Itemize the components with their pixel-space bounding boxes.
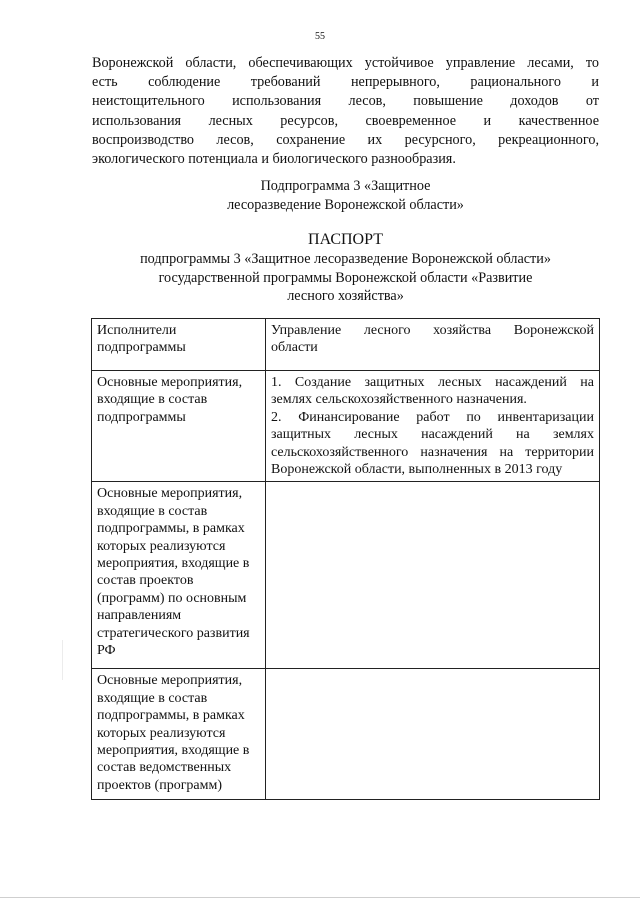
cell-line: Исполнители	[97, 323, 177, 338]
page-number: 55	[315, 31, 325, 42]
cell-line: подпрограммы, в рамках	[97, 521, 245, 537]
intro-line: воспроизводство лесов, сохранение их ресурсного, рекреационного,	[92, 131, 599, 148]
passport-title: ПАСПОРТ	[308, 231, 383, 248]
cell-line: защитных лесных насаждений на землях	[271, 427, 594, 443]
cell-line: мероприятия, входящие в	[97, 743, 250, 759]
cell-line: подпрограммы, в рамках	[97, 708, 245, 724]
cell-line: области	[271, 340, 318, 356]
cell-line: РФ	[97, 643, 116, 659]
cell-line: которых реализуются	[97, 725, 226, 741]
table-cell-departmental-projects-label	[92, 669, 266, 800]
cell-line: проектов (программ)	[97, 777, 223, 793]
cell-line: Воронежской области, выполненных в 2013 году	[271, 462, 563, 478]
subprogram-heading-line: лесоразведение Воронежской области»	[227, 196, 464, 213]
table-row	[92, 319, 600, 371]
intro-line: Воронежской области, обеспечивающих устойчивое управление лесами, то	[92, 55, 599, 71]
table-row	[92, 371, 600, 482]
cell-line: землях сельскохозяйственного назначения.	[271, 392, 527, 408]
cell-line: 1. Создание защитных лесных насаждений на	[271, 375, 594, 390]
cell-line: входящие в состав	[97, 392, 208, 408]
cell-line: подпрограммы	[97, 409, 186, 425]
passport-subtitle	[92, 250, 599, 306]
cell-line: подпрограммы	[97, 340, 186, 356]
cell-line: стратегического развития	[97, 625, 250, 641]
table-cell-departmental-projects-value	[266, 669, 600, 800]
table-cell-executors-label	[92, 319, 266, 371]
cell-line: Основные мероприятия,	[97, 673, 243, 689]
subprogram-heading-line: Подпрограмма 3 «Защитное	[260, 178, 431, 194]
intro-line: использования лесных ресурсов, своевременное и качественное	[92, 112, 599, 129]
table-row	[92, 669, 600, 800]
scan-bottom-edge	[0, 897, 640, 898]
intro-line: неистощительного использования лесов, повышение доходов от	[92, 93, 599, 110]
passport-subtitle-line: государственной программы Воронежской области «Развитие	[158, 269, 533, 286]
table-cell-main-activities-value	[266, 371, 600, 482]
cell-line: Основные мероприятия,	[97, 486, 243, 502]
intro-line: есть соблюдение требований непрерывного, рационального и	[92, 74, 599, 91]
scan-margin-mark	[62, 640, 63, 680]
cell-line: Основные мероприятия,	[97, 375, 243, 390]
cell-line: состав проектов	[97, 573, 194, 589]
cell-line: (программ) по основным	[97, 590, 247, 606]
cell-line: мероприятия, входящие в	[97, 556, 250, 572]
cell-line: направлениям	[97, 608, 182, 624]
table-cell-strategic-projects-value	[266, 482, 600, 669]
passport-subtitle-line: подпрограммы 3 «Защитное лесоразведение Воронежской области»	[140, 251, 551, 267]
cell-line: входящие в состав	[97, 503, 208, 519]
passport-subtitle-line: лесного хозяйства»	[287, 288, 404, 304]
intro-paragraph	[92, 54, 599, 169]
passport-table	[91, 318, 600, 800]
intro-line: экологического потенциала и биологического разнообразия.	[92, 151, 456, 168]
subprogram-heading	[92, 177, 599, 214]
table-cell-strategic-projects-label	[92, 482, 266, 669]
cell-line: Управление лесного хозяйства Воронежской	[271, 323, 594, 338]
table-row	[92, 482, 600, 669]
table-cell-executors-value	[266, 319, 600, 371]
cell-line: которых реализуются	[97, 538, 226, 554]
cell-line: сельскохозяйственного назначения на территории	[271, 444, 594, 460]
cell-line: состав ведомственных	[97, 760, 232, 776]
cell-line: входящие в состав	[97, 690, 208, 706]
table-cell-main-activities-label	[92, 371, 266, 482]
cell-line: 2. Финансирование работ по инвентаризации	[271, 409, 594, 425]
